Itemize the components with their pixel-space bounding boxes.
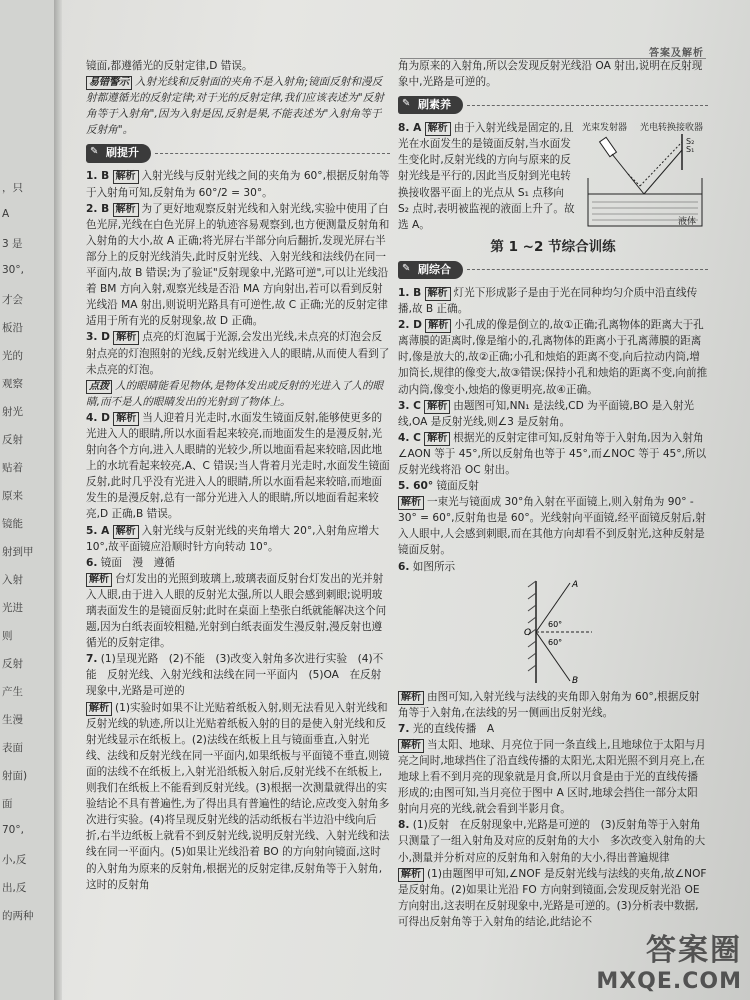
banner-rule	[467, 105, 708, 106]
prev-page-fragment: 板沿	[2, 322, 23, 334]
liquid-level-diagram	[582, 120, 708, 230]
answer-body: 由图可知,入射光线与法线的夹角即入射角为 60°,根据反射角等于入射角,在法线的另一侧画出反射光线。	[398, 690, 700, 719]
prev-page-fragment: 3 是	[2, 238, 23, 250]
answer-number: 3. D	[86, 331, 110, 344]
reflected-ray-1	[644, 150, 682, 194]
previous-page-edge	[0, 0, 55, 1000]
answer-number: 8.	[398, 819, 410, 832]
warning-tag: 易错警示	[86, 76, 132, 90]
answer-body: 镜面 漫 遵循	[100, 556, 175, 569]
analysis-tag: 解析	[425, 287, 451, 301]
answer-body: (1)反射 在反射现象中,光路是可逆的 (3)反射角等于入射角 只测量了一组入射角及对应的反射角的大小 多次改变入射角的大小,测量并分析对应的反射角和入射角的大小,得出普遍规律	[398, 819, 712, 864]
analysis-tag: 解析	[113, 170, 139, 184]
analysis-tag: 解析	[398, 868, 424, 882]
analysis-tag: 解析	[113, 412, 139, 426]
warning-text: 入射光线和反射面的夹角不是入射角;镜面反射和漫反射都遵循光的反射定律;对于光的反射定律,我们应该表述为"反射角等于入射角",因为入射是因,反射是果,不能表述为"入射角等于反射角"。	[86, 76, 384, 137]
prev-page-fragment: 70°,	[2, 824, 24, 836]
text-line: 镜面,都遵循光的反射定律,D 错误。	[86, 60, 253, 72]
answer-number: 7.	[398, 722, 410, 735]
answer-body: 当太阳、地球、月亮位于同一条直线上,且地球位于太阳与月亮之间时,地球挡住了沿直线传播的太阳光,太阳光照不到月亮上,在地球上看不到月亮的现象就是月食,所以月食是由于光的直线传播形成的;由图可知,当月亮位于图中 A 区时,地球会挡住一部分太阳射向月亮的光线,就会看到半影月食。	[398, 738, 706, 816]
liquid-label: 液体	[678, 217, 697, 228]
prev-page-fragment: 产生	[2, 686, 23, 698]
prev-page-fragment: 射面)	[2, 770, 28, 782]
banner-literacy	[398, 94, 708, 116]
banner-label: ✎ 刷提升	[86, 144, 151, 162]
right-answer-list	[398, 285, 708, 575]
banner-rule	[155, 153, 390, 154]
emitter-box	[600, 138, 617, 157]
answer-item	[86, 329, 390, 377]
answer-number: 5. 60°	[398, 480, 434, 493]
answer-item	[398, 866, 708, 930]
prev-page-fragment: 射到甲	[2, 546, 34, 558]
answer-item	[86, 555, 390, 571]
analysis-tag: 解析	[113, 525, 139, 539]
watermark-line2: MXQE.COM	[596, 969, 742, 994]
answer-body: 镜面反射	[436, 480, 479, 493]
answer-number: 4. C	[398, 431, 421, 444]
prev-page-fragment: 小,反	[2, 854, 27, 866]
point-o: O	[524, 627, 532, 638]
answer-item	[398, 737, 708, 817]
reflection-diagram	[518, 577, 598, 687]
answer-body: 台灯发出的光照到玻璃上,玻璃表面反射台灯发出的光并射入人眼,由于进入人眼的反射光太强,所以人眼会感到刺眼;说明玻璃表面发生的是镜面反射;此时在桌面上垫张白纸就能解决这个问题,因为白纸表面较粗糙,光射到白纸表面发生漫反射,漫反射也遵循光的反射定律。	[86, 572, 387, 650]
analysis-tag: 解析	[398, 691, 424, 705]
answer-number: 4. D	[86, 411, 110, 424]
analysis-tag: 解析	[86, 573, 112, 587]
answer-number: 2. B	[86, 202, 110, 215]
analysis-tag: 解析	[398, 739, 424, 753]
page-header: 答案及解析	[649, 48, 704, 59]
answer-item	[398, 317, 708, 397]
warning-note	[86, 74, 390, 138]
right-column	[398, 58, 712, 930]
analysis-tag: 解析	[424, 432, 450, 446]
text-line: 角为原来的入射角,所以会发现反射光线沿 OA 射出,说明在反射现象中,光路是可逆的。	[398, 60, 703, 89]
answer-body: 由题图可知,NN₁ 是法线,CD 为平面镜,BO 是入射光线,OA 是反射光线,则∠3 是反射角。	[398, 399, 695, 428]
analysis-tag: 解析	[86, 702, 112, 716]
answer-body: 一束光与镜面成 30°角入射在平面镜上,则入射角为 90° - 30° = 60°,反射角也是 60°。光线射向平面镜,经平面镜反射后,射入人眼中,人会感到刺眼,而在其他方向却看不到反射光,这种反射是镜面反射。	[398, 496, 706, 557]
answer-body: 灯光下形成影子是由于光在同种均匀介质中沿直线传播,故 B 正确。	[398, 286, 698, 316]
answer-body: 光的直线传播 A	[412, 722, 495, 735]
banner-label: ✎ 刷素养	[398, 96, 463, 114]
prev-page-fragment: 观察	[2, 378, 23, 390]
answer-item	[398, 817, 712, 865]
answer-item	[398, 559, 708, 575]
answer-body: 小孔成的像是倒立的,故①正确;孔离物体的距离大于孔离薄膜的距离时,像是缩小的,孔离物体的距离小于孔离薄膜的距离时,像是放大的,故②正确;小孔和烛焰的距离不变,向后拉动内筒,增加筒长,规律的像变大,故③错误;保持小孔和烛焰的距离不变,向前推动内筒,像变小,烛焰的像更明亮,故④正确。	[398, 319, 708, 396]
prev-page-fragment: 生漫	[2, 714, 23, 726]
answer-body: 点亮的灯泡属于光源,会发出光线,未点亮的灯泡会反射点亮的灯泡照射的光线,反射光线进入人的眼睛,从而使人看到了未点亮的灯泡。	[86, 331, 390, 376]
answer-number: 8. A	[398, 122, 422, 135]
answer-body: 如图所示	[412, 560, 456, 573]
answer-number: 1. B	[398, 286, 422, 299]
analysis-tag: 解析	[113, 331, 139, 345]
prev-page-fragment: 反射	[2, 434, 23, 446]
answer-number: 6.	[86, 556, 98, 569]
answer-item	[398, 721, 708, 737]
answer-item	[398, 494, 708, 558]
answer-body: 由于入射光线是固定的,且光在水面发生的是镜面反射,当水面发生变化时,反射光线的方向与原来的反射光线是平行的,因此当反射到光电转换接收器平面上的光点从 S₁ 点移向 S₂ 点时,表明被监视的液面上升了。故选 A。	[398, 122, 575, 231]
emitter-label: 光束发射器	[582, 123, 628, 134]
answer-number: 2. D	[398, 319, 422, 332]
angle-bottom: 60°	[548, 637, 563, 647]
answer-item	[398, 120, 708, 233]
prev-page-fragment: 入射	[2, 574, 23, 586]
book-gutter	[54, 0, 62, 1000]
analysis-tag: 解析	[425, 122, 451, 136]
right-answer-list-2	[398, 689, 712, 930]
answer-item	[86, 700, 390, 893]
prev-page-fragment: 表面	[2, 742, 23, 754]
answer-number: 3. C	[398, 399, 421, 412]
answer-item	[86, 378, 390, 410]
answer-item	[398, 689, 708, 721]
answer-item	[86, 651, 390, 699]
answer-item	[398, 285, 708, 317]
answer-body: 人的眼睛能看见物体,是物体发出或反射的光进入了人的眼睛,而不是人的眼睛发出的光射到了物体上。	[86, 379, 384, 408]
answer-item	[398, 430, 708, 478]
s1-label: S₁	[686, 145, 695, 155]
reflected-ray-2	[640, 142, 682, 186]
answer-body: (1)呈现光路 (2)不能 (3)改变入射角多次进行实验 (4)不能 反射光线、入射光线和法线在同一平面内 (5)OA 在反射现象中,光路是可逆的	[86, 653, 384, 698]
prev-page-fragment: 射光	[2, 406, 23, 418]
prev-page-fragment: 原来	[2, 490, 23, 502]
s2-label: S₂	[686, 137, 695, 147]
prev-page-fragment: 的两种	[2, 910, 34, 922]
analysis-tag: 解析	[113, 203, 139, 217]
prev-page-fragment: 光的	[2, 350, 23, 362]
answer-item	[398, 478, 708, 494]
answer-number: 1. B	[86, 170, 110, 183]
watermark	[596, 925, 742, 994]
prev-page-fragment: 才会	[2, 294, 23, 306]
answer-item	[86, 168, 390, 200]
banner-improve	[86, 142, 390, 164]
point-b: B	[572, 675, 579, 686]
analysis-tag: 解析	[425, 319, 451, 333]
banner-rule	[467, 269, 708, 270]
prev-page-fragment: 出,反	[2, 882, 27, 894]
answer-number: 5. A	[86, 524, 110, 537]
answer-body: 当人迎着月光走时,水面发生镜面反射,能够使更多的光进入人的眼睛,所以水面看起来较亮,而地面发生的是漫反射,光射向各个方向,进入人眼睛的光较少,所以地面看起来较暗,因此地上的水坑看起来较亮,A、C 错误;当人背着月光走时,水面发生镜面反射,此时几乎没有光进入人的眼睛,所以水面看起来较暗,而地面发生的是漫反射,总有一部分光进入人的眼睛,所以地面看起来较亮,D 正确,B 错误。	[86, 411, 390, 521]
answer-body: 入射光线与反射光线的夹角增大 20°,入射角应增大 10°,故平面镜应沿顺时针方向转动 10°。	[86, 524, 380, 553]
prev-page-fragment: ，只	[2, 182, 23, 194]
answer-number: 6.	[398, 560, 410, 573]
answer-item	[86, 523, 390, 555]
answer-body: 入射光线与反射光线之间的夹角为 60°,根据反射角等于入射角可知,反射角为 60°/2 = 30°。	[86, 170, 390, 199]
answer-item	[86, 410, 390, 523]
prev-page-fragment: A	[2, 208, 10, 220]
point-a: A	[572, 579, 579, 590]
banner-label: ✎ 刷综合	[398, 261, 463, 279]
answer-body: (1)由题图甲可知,∠NOF 是反射光线与法线的夹角,故∠NOF 是反射角。(2)如果让光沿 FO 方向射到镜面,会发现反射光沿 OE 方向射出,这表明在反射现象中,光路是可逆的。(3)分析表中数据,可得出反射角等于入射角的结论,此结论不	[398, 867, 707, 928]
angle-top: 60°	[548, 619, 563, 629]
analysis-tag: 点拨	[86, 380, 112, 394]
answer-item	[86, 201, 390, 330]
prev-page-fragment: 光进	[2, 602, 23, 614]
left-answer-list	[86, 168, 390, 892]
answer-item	[398, 398, 708, 430]
prev-page-fragment: 则	[2, 630, 13, 642]
prev-page-fragment: 贴着	[2, 462, 23, 474]
answer-item	[86, 571, 390, 651]
analysis-tag: 解析	[424, 400, 450, 414]
prev-page-fragment: 30°,	[2, 264, 24, 276]
answer-body: 根据光的反射定律可知,反射角等于入射角,因为入射角∠AON 等于 45°,所以反射角也等于 45°,而∠NOC 等于 45°,所以反射光线将沿 OC 射出。	[398, 431, 707, 476]
answer-body: 为了更好地观察反射光线和入射光线,实验中使用了白色光屏,光线在白色光屏上的轨迹容易观察到,也方便测量反射角和入射角的大小,故 A 正确;将光屏右半部分向后翻折,发现光屏右半部分上的反射光线消失,此时反射光线、入射光线和法线仍在同一平面内,故 B 错误;为了验证"反射现象中,光路可逆",可以让光线沿着 BM 方向入射,观察光线是否沿 MA 方向射出,若可以看到反射光线沿 MA 射出,则说明光路具有可逆性,故 C 正确;光的反射定律适用于所有光的反射现象,故 D 正确。	[86, 202, 390, 328]
prev-page-fragment: 镜能	[2, 518, 23, 530]
answer-number: 7.	[86, 653, 98, 666]
watermark-line1: 答案圈	[646, 933, 742, 968]
left-column	[86, 58, 390, 893]
receiver-label: 光电转换接收器	[640, 123, 704, 134]
section-title: 第 1 ~2 节综合训练	[490, 238, 616, 255]
prev-page-fragment: 反射	[2, 658, 23, 670]
prev-page-fragment: 面	[2, 798, 13, 810]
analysis-tag: 解析	[398, 496, 424, 510]
banner-comprehensive	[398, 259, 708, 281]
answer-body: (1)实验时如果不让光贴着纸板入射,则无法看见入射光线和反射光线的轨迹,所以让光贴着纸板入射的目的是使入射光线和反射光线显示在纸板上。(2)法线在纸板上且与镜面垂直,入射光线、法线和反射光线在同一平面内,如果纸板与平面镜不垂直,则镜面的法线不在纸板上,入射光沿纸板入射后,反射光线不在纸板上,则我们在纸板上不能看到反射光线。(3)根据一次测量就得出的实验结论不具有普遍性,为了得出具有普遍性的结论,应改变入射角多次进行实验。(4)将呈现反射光线的活动纸板右半边沿中线向后折,右半边纸板上就看不到反射光线,说明反射光线、入射光线和法线在同一平面内。(5)如果让光线沿着 BO 的方向射向镜面,这时的入射角为原来的反射角,根据光的反射定律,反射角等于入射角,这时的反射角	[86, 701, 390, 891]
